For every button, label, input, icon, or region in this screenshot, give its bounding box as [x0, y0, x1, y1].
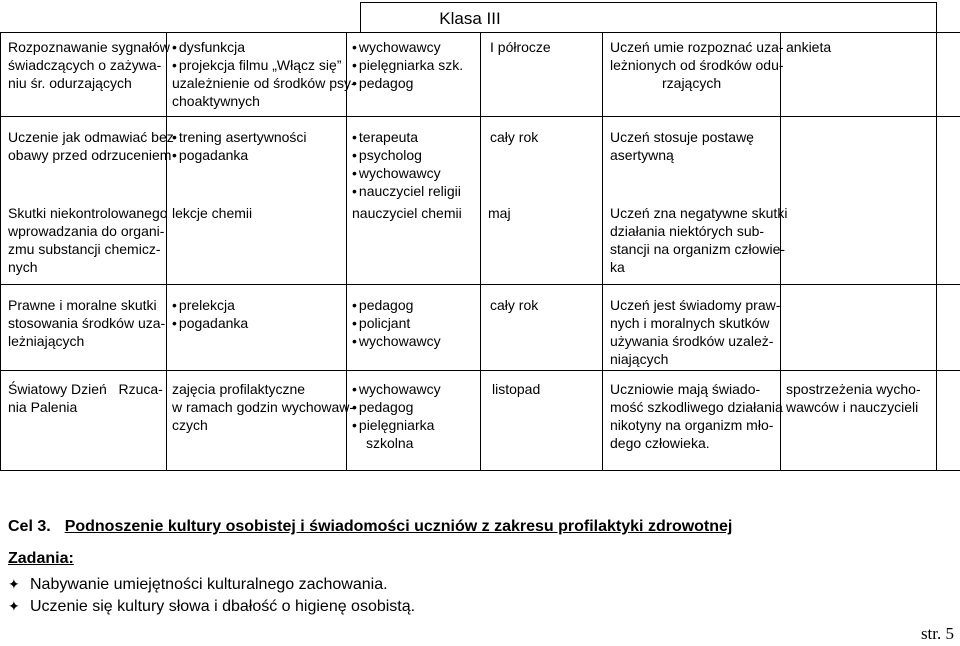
- row4-topic: Prawne i moralne skutki stosowania środków uza- leżniających: [8, 297, 166, 349]
- row3-topic: Skutki niekontrolowanego wprowadzania do organi- zmu substancji chemicz- nych: [8, 205, 168, 275]
- row3-responsible: nauczyciel chemii: [352, 205, 462, 221]
- row5-topic: Światowy Dzień Rzuca- nia Palenia: [8, 381, 163, 415]
- page-number: str. 5: [920, 624, 954, 643]
- table-column-divider: [480, 32, 481, 471]
- row2-topic: Uczenie jak odmawiać bez obawy przed odrzuceniem: [8, 129, 174, 163]
- table-title: Klasa III: [439, 9, 501, 28]
- table-column-divider: [936, 2, 937, 471]
- row4-methods: • prelekcja • pogadanka: [172, 296, 248, 332]
- task-item: ✦ Uczenie się kultury słowa i dbałość o higienę osobistą.: [8, 598, 416, 615]
- row3-methods: lekcje chemii: [172, 205, 253, 221]
- row3-outcome: Uczeń zna negatywne skutki działania niektórych sub- stancji na organizm człowie- ka: [610, 205, 788, 275]
- goal-text: Podnoszenie kultury osobistej i świadomości uczniów z zakresu profilaktyki zdrowotnej: [64, 518, 733, 535]
- row1-topic: Rozpoznawanie sygnałów świadczących o zażywa- niu śr. odurzających: [8, 39, 170, 91]
- row1-evaluation: ankieta: [786, 39, 832, 55]
- diamond-bullet-icon: ✦: [8, 598, 20, 614]
- row1-date: I półrocze: [490, 39, 551, 55]
- table-border-top: [360, 2, 936, 3]
- row5-methods: zajęcia profilaktyczne w ramach godzin wychowaw- czych: [172, 381, 355, 433]
- row4-date: cały rok: [490, 297, 539, 313]
- row3-date: maj: [488, 205, 511, 221]
- row1-outcome: Uczeń umie rozpoznać uza- leżnionych od środków odu- rzających: [610, 39, 784, 91]
- row5-outcome: Uczniowie mają świado- mość szkodliwego działania nikotyny na organizm mło- dego człowieka.: [610, 381, 783, 451]
- row2-methods: • trening asertywności • pogadanka: [172, 128, 307, 164]
- row5-date: listopad: [492, 381, 541, 397]
- row4-outcome: Uczeń jest świadomy praw- nych i moralnych skutków używania środków uzależ- niających: [610, 297, 781, 367]
- task-item: ✦ Nabywanie umiejętności kulturalnego zachowania.: [8, 576, 388, 593]
- row2-outcome: Uczeń stosuje postawę asertywną: [610, 129, 754, 163]
- row1-methods: • dysfunkcja • projekcja filmu „Włącz się” uzależnienie od środków psy- choaktywnych: [172, 38, 356, 110]
- row5-responsible: • wychowawcy • pedagog • pielęgniarka szkolna: [352, 380, 441, 452]
- row2-responsible: • terapeuta • psycholog • wychowawcy • nauczyciel religii: [352, 128, 461, 200]
- diamond-bullet-icon: ✦: [8, 576, 20, 592]
- table-column-divider: [0, 32, 1, 471]
- goal-label: Cel 3.: [8, 518, 51, 535]
- table-column-divider: [602, 32, 603, 471]
- row5-evaluation: spostrzeżenia wycho- wawców i nauczycieli: [786, 381, 921, 415]
- goal-heading: [8, 518, 732, 536]
- row4-responsible: • pedagog • policjant • wychowawcy: [352, 296, 441, 350]
- tasks-heading: Zadania:: [8, 550, 74, 567]
- row2-date: cały rok: [490, 129, 539, 145]
- row1-responsible: • wychowawcy • pielęgniarka szk. • pedagog: [352, 38, 463, 92]
